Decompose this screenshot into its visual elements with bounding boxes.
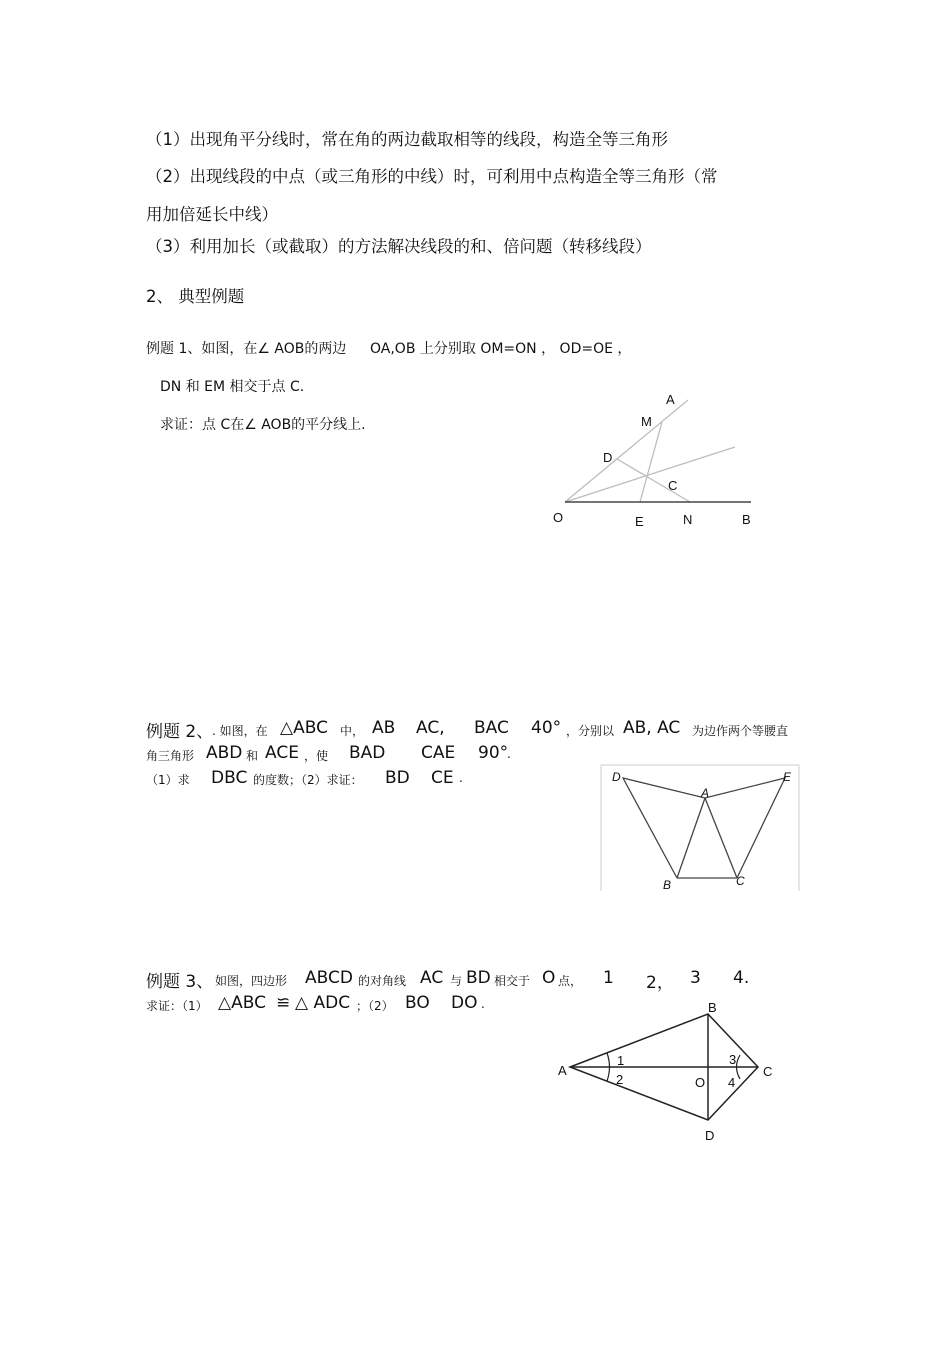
ex2-q1: （1）求 <box>146 773 190 787</box>
ex2-ce: CE <box>431 768 454 788</box>
ex2-ac: AC, <box>416 718 445 738</box>
method-line-2-cont: 用加倍延长中线） <box>146 205 278 224</box>
ex2-deg40: 40° <box>531 718 562 738</box>
ex2-text-7: ，使 <box>304 749 329 763</box>
label-O: O <box>553 510 564 525</box>
ex3-angle-1: 1 <box>603 968 614 988</box>
ex2-tri-abc: △ABC <box>280 718 328 738</box>
label-angle-2: 2 <box>616 1072 624 1087</box>
section-title: 2、 典型例题 <box>146 287 245 306</box>
ex2-ab: AB <box>372 718 396 738</box>
label-B: B <box>742 512 751 527</box>
bisector-OC <box>565 447 735 502</box>
ex3-q2: ；（2） <box>356 999 394 1013</box>
label-N: N <box>683 512 693 527</box>
segment-ME <box>640 422 662 502</box>
ex3-text-2: 的对角线 <box>358 974 407 988</box>
method-line-1: （1）出现角平分线时，常在角的两边截取相等的线段，构造全等三角形 <box>146 130 668 149</box>
label-D: D <box>612 770 621 784</box>
ex1-line3: 求证：点 C在∠ AOB的平分线上. <box>160 417 366 433</box>
ex2-text-8: . <box>507 747 511 761</box>
ex3-abcd: ABCD <box>305 968 353 988</box>
ex2-ab-ac: AB, AC <box>623 718 681 738</box>
ex3-angle-3: 3 <box>690 968 701 988</box>
label-B: B <box>708 1000 717 1015</box>
ex3-label: 例题 3、 <box>146 972 214 992</box>
label-D: D <box>603 450 613 465</box>
ex3-angle-4: 4. <box>733 968 750 988</box>
ex2-dot: . <box>459 771 463 785</box>
label-O: O <box>695 1075 706 1090</box>
ex3-bd: BD <box>466 968 491 988</box>
method-line-2: （2）出现线段的中点（或三角形的中线）时，可利用中点构造全等三角形（常 <box>146 167 718 186</box>
ex3-do: DO <box>451 993 478 1013</box>
label-angle-1: 1 <box>617 1053 625 1068</box>
ex2-text-3: ，分别以 <box>566 724 615 738</box>
label-A: A <box>701 786 710 800</box>
ex3-o: O <box>542 968 556 988</box>
side-AC <box>705 798 737 878</box>
label-E: E <box>635 514 644 529</box>
ex2-bad: BAD <box>349 743 386 763</box>
label-D: D <box>705 1128 715 1143</box>
ex3-ac: AC <box>420 968 444 988</box>
ex2-deg90: 90° <box>478 743 509 763</box>
ex2-text-4: 为边作两个等腰直 <box>692 724 789 738</box>
label-C: C <box>668 478 678 493</box>
ex2-text-5: 角三角形 <box>146 749 195 763</box>
ex1-line1-mid: OA,OB 上分别取 OM=ON ， OD=OE ， <box>370 341 632 357</box>
ex3-angle-2: 2， <box>646 973 674 993</box>
ex2-ace: ACE <box>265 743 299 763</box>
ex2-text-6: 和 <box>246 749 259 763</box>
label-angle-3: 3 <box>729 1052 737 1067</box>
label-E: E <box>783 770 792 784</box>
ex3-bo: BO <box>405 993 430 1013</box>
ex3-text-4: 相交于 <box>494 974 531 988</box>
ex3-figure <box>550 995 790 1150</box>
ex2-bd: BD <box>385 768 410 788</box>
ex2-figure <box>600 763 800 893</box>
ex3-tri-adc: △ ADC <box>295 993 351 1013</box>
label-A: A <box>558 1063 567 1078</box>
ex3-text-5: 点， <box>558 974 583 988</box>
ex2-text-1: . 如图，在 <box>212 724 268 738</box>
ex3-dot: . <box>481 997 485 1011</box>
label-B: B <box>663 878 672 892</box>
ex2-cae: CAE <box>421 743 456 763</box>
label-A: A <box>666 392 675 407</box>
label-M: M <box>641 414 652 429</box>
label-C: C <box>736 874 745 888</box>
ex3-congruent: ≌ <box>276 993 291 1013</box>
label-C: C <box>763 1064 773 1079</box>
ex2-dbc: DBC <box>211 768 248 788</box>
ex1-figure <box>540 385 770 535</box>
ex2-bac: BAC <box>474 718 509 738</box>
ex3-text-1: 如图，四边形 <box>215 974 288 988</box>
ex3-tri-abc: △ABC <box>218 993 266 1013</box>
side-AB <box>677 798 705 878</box>
ex2-q2: 的度数；（2）求证： <box>253 773 363 787</box>
ex3-text-3: 与 <box>450 974 463 988</box>
ex2-text-2: 中， <box>340 724 365 738</box>
ex2-label: 例题 2、 <box>146 722 214 742</box>
ex3-q1: 求证：（1） <box>146 999 208 1013</box>
label-angle-4: 4 <box>728 1075 736 1090</box>
ex2-abd: ABD <box>206 743 243 763</box>
ex1-line1-prefix: 例题 1、如图，在∠ AOB的两边 <box>146 341 347 357</box>
ex1-line2: DN 和 EM 相交于点 C. <box>160 379 305 395</box>
method-line-3: （3）利用加长（或截取）的方法解决线段的和、倍问题（转移线段） <box>146 237 652 256</box>
